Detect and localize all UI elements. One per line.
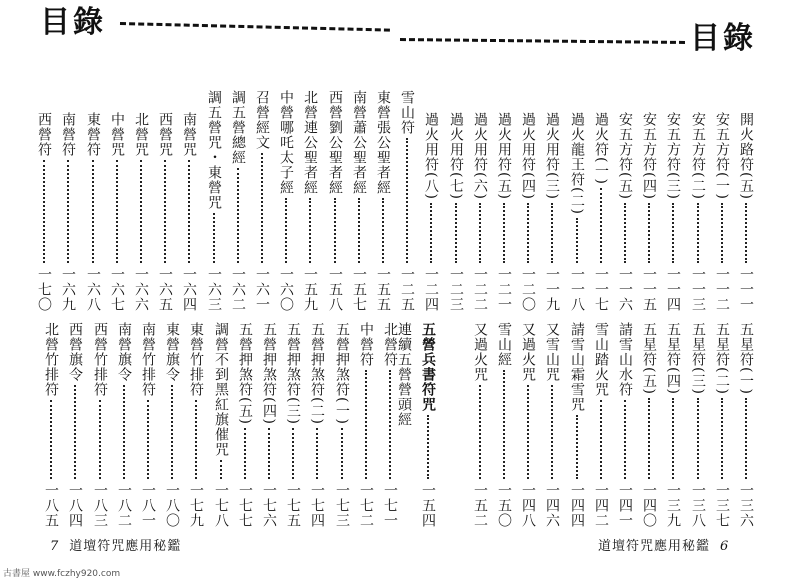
- toc-dot-leader: [92, 160, 94, 263]
- toc-entry-title: 過火用符(四): [520, 112, 536, 200]
- toc-page-number: 一二二: [472, 267, 488, 312]
- toc-page-number: 一六七: [109, 267, 125, 312]
- toc-entry-title: 過火用符(五): [496, 112, 512, 200]
- toc-entry-title: 五營押煞符(一): [334, 322, 350, 425]
- toc-page-number: 一六〇: [278, 267, 294, 312]
- toc-dot-leader: [672, 398, 674, 479]
- toc-dot-leader: [147, 400, 149, 479]
- toc-entry: [494, 112, 514, 312]
- toc-page-number: 一五九: [302, 267, 318, 312]
- footer-page-number-left: 7: [50, 539, 60, 554]
- toc-dot-leader: [551, 385, 553, 479]
- toc-entry: [494, 322, 514, 528]
- footer-book-title-left: 道壇符咒應用秘鑑: [69, 539, 182, 554]
- toc-dot-leader: [600, 400, 602, 479]
- toc-dot-leader: [697, 398, 699, 479]
- toc-entry-title: 五星符(四): [665, 322, 681, 395]
- toc-entry-title: 五營押煞符(二): [309, 322, 325, 425]
- toc-dot-leader: [503, 203, 505, 263]
- toc-entry: [138, 322, 158, 528]
- toc-entry: [663, 112, 683, 312]
- toc-entry-title: 北營符: [382, 322, 398, 367]
- toc-dot-leader: [316, 428, 318, 479]
- toc-entry-title: 五星符(一): [738, 322, 754, 395]
- toc-page-number: 一三八: [690, 483, 706, 528]
- header-title-right: 目錄: [690, 21, 756, 56]
- toc-dot-leader: [74, 385, 76, 479]
- toc-page-number: 一七六: [261, 483, 277, 528]
- toc-page-number: 一五二: [472, 483, 488, 528]
- toc-page-number: 一七三: [334, 483, 350, 528]
- toc-dot-leader: [268, 428, 270, 479]
- toc-dot-leader: [721, 203, 723, 263]
- toc-page-number: 一七〇: [36, 267, 52, 312]
- toc-entry-title: 西營咒: [157, 112, 173, 157]
- toc-entry: [34, 112, 54, 312]
- toc-entry-title: 西營竹排符: [92, 322, 108, 397]
- toc-entry-title: 雪山踏火咒: [593, 322, 609, 397]
- header-dashed-rule-left: [120, 22, 390, 32]
- toc-entry: [325, 90, 345, 312]
- toc-entry-title: 西營旗令: [67, 322, 83, 382]
- toc-entry-title: 安五方符(四): [641, 112, 657, 200]
- toc-page-number: 一八〇: [164, 483, 180, 528]
- toc-page-number: 一六九: [60, 267, 76, 312]
- toc-page-number: 一一四: [665, 267, 681, 312]
- toc-entry-title: 東營旗令: [164, 322, 180, 382]
- toc-dot-leader: [479, 385, 481, 479]
- toc-dot-leader: [551, 203, 553, 263]
- toc-entry-title: 西營劉公聖者經: [327, 90, 343, 195]
- watermark: 古書屋 www.fczhy920.com: [3, 569, 121, 579]
- toc-page-number: 一八三: [92, 483, 108, 528]
- toc-page-number: 一一六: [617, 267, 633, 312]
- toc-page-number: 一一八: [569, 267, 585, 312]
- toc-entry-title: 中營符: [358, 322, 374, 367]
- toc-entry: [259, 322, 279, 528]
- toc-entry-title: 過火用符(六): [472, 112, 488, 200]
- toc-entry-title: 調營不到黑紅旗催咒: [213, 322, 229, 457]
- toc-page-number: 一五七: [351, 267, 367, 312]
- toc-dot-leader: [600, 188, 602, 263]
- toc-dot-leader: [745, 398, 747, 479]
- toc-entry: [518, 322, 538, 528]
- footer-left: [40, 535, 181, 554]
- toc-dot-leader: [285, 198, 287, 263]
- toc-page-number: 一二一: [496, 267, 512, 312]
- toc-entry-title: 過火符(一): [593, 112, 609, 185]
- toc-page-number: 一七二: [358, 483, 374, 528]
- toc-dot-leader: [503, 370, 505, 479]
- toc-entry: [211, 322, 231, 528]
- toc-page-number: 一八四: [67, 483, 83, 528]
- toc-dot-leader: [292, 428, 294, 479]
- toc-page-number: 一二〇: [520, 267, 536, 312]
- toc-dot-leader: [697, 203, 699, 263]
- toc-entry-title: 請雪山霜雪咒: [569, 322, 585, 412]
- toc-page-number: 一五〇: [496, 483, 512, 528]
- toc-dot-leader: [624, 203, 626, 263]
- toc-entry-title: 召營經文: [254, 90, 270, 150]
- toc-entry-title: 連續五營營頭經: [396, 322, 412, 427]
- toc-entry: [356, 322, 376, 528]
- toc-entry: [736, 112, 756, 312]
- toc-entry-title: 過火龍王符(二): [569, 112, 585, 215]
- toc-entry: [283, 322, 303, 528]
- toc-page-number: 一一五: [641, 267, 657, 312]
- toc-entry: [58, 112, 78, 312]
- toc-entry: [107, 112, 127, 312]
- toc-page-number: 一二三: [448, 267, 464, 312]
- toc-entry: [228, 90, 248, 312]
- toc-dot-leader: [213, 213, 215, 263]
- toc-dot-leader: [140, 160, 142, 263]
- toc-entry: [470, 322, 490, 528]
- toc-entry: [542, 112, 562, 312]
- toc-page-number: 一三九: [665, 483, 681, 528]
- toc-page-number: 一五八: [327, 267, 343, 312]
- header-dashed-rule-right: [400, 38, 685, 44]
- toc-dot-leader: [455, 203, 457, 263]
- toc-page-number: 一一一: [738, 267, 754, 312]
- toc-page-number: 一七七: [237, 483, 253, 528]
- toc-entry: [615, 322, 635, 528]
- toc-page-number: 一八五: [43, 483, 59, 528]
- toc-entry: [349, 90, 369, 312]
- toc-dot-leader: [358, 198, 360, 263]
- toc-dot-leader: [195, 400, 197, 479]
- toc-dot-leader: [99, 400, 101, 479]
- toc-entry-title: 五星符(二): [714, 322, 730, 395]
- toc-dot-leader: [527, 385, 529, 479]
- toc-dot-leader: [123, 385, 125, 479]
- toc-entry: [688, 112, 708, 312]
- toc-entry-title: 雪山經: [496, 322, 512, 367]
- toc-entry-title: 五星符(三): [690, 322, 706, 395]
- footer-right: [598, 535, 739, 554]
- toc-entry: [155, 112, 175, 312]
- toc-dot-leader: [624, 400, 626, 479]
- toc-page-number: 一一二: [714, 267, 730, 312]
- toc-entry-title: 中營哪吒太子經: [278, 90, 294, 195]
- toc-entry: [83, 112, 103, 312]
- toc-dot-leader: [309, 198, 311, 263]
- toc-entry: [712, 112, 732, 312]
- toc-page-number: 一七五: [285, 483, 301, 528]
- toc-dot-leader: [672, 203, 674, 263]
- toc-page-number: 一四八: [520, 483, 536, 528]
- toc-page-number: 一七八: [213, 483, 229, 528]
- toc-page-number: 一三六: [738, 483, 754, 528]
- toc-entry: [252, 90, 272, 312]
- toc-entry-title: 雪山符: [399, 90, 415, 135]
- toc-entry: [421, 112, 441, 312]
- toc-entry: [179, 112, 199, 312]
- toc-dot-leader: [116, 160, 118, 263]
- toc-entry: [204, 90, 224, 312]
- toc-entry: [591, 112, 611, 312]
- toc-entry-title: 南營旗令: [116, 322, 132, 382]
- toc-dot-leader: [164, 160, 166, 263]
- toc-dot-leader: [334, 198, 336, 263]
- toc-entry-title: 五星符(五): [641, 322, 657, 395]
- toc-entry-title: 又過火咒: [472, 322, 488, 382]
- toc-entry-title: 東營竹排符: [188, 322, 204, 397]
- toc-page-number: 一四六: [544, 483, 560, 528]
- toc-dot-leader: [427, 415, 429, 479]
- toc-page-number: 一四一: [617, 483, 633, 528]
- toc-entry-title: 南營符: [60, 112, 76, 157]
- toc-page-number: 一五五: [375, 267, 391, 312]
- toc-page-number: 一四二: [593, 483, 609, 528]
- toc-page-number: 一四四: [569, 483, 585, 528]
- toc-dot-leader: [389, 370, 391, 479]
- toc-entry: [688, 322, 708, 528]
- toc-entry-title: 安五方符(二): [690, 112, 706, 200]
- toc-dot-leader: [576, 218, 578, 263]
- toc-entry: [712, 322, 732, 528]
- toc-entry: [186, 322, 206, 528]
- toc-entry: [276, 90, 296, 312]
- header-title-left: 目錄: [40, 5, 106, 40]
- toc-dot-leader: [43, 160, 45, 263]
- toc-page-number: 一二五: [399, 267, 415, 312]
- toc-dot-leader: [261, 153, 263, 263]
- toc-entry-title: 北營咒: [133, 112, 149, 157]
- toc-page-number: 一四〇: [641, 483, 657, 528]
- toc-entry-title: 安五方符(五): [617, 112, 633, 200]
- toc-entry: [41, 322, 61, 528]
- toc-entry-title: 五營押煞符(五): [237, 322, 253, 425]
- toc-entry-title: 五營押煞符(三): [285, 322, 301, 425]
- toc-entry-title: 開火路符(五): [738, 112, 754, 200]
- toc-page-number: 一二四: [423, 267, 439, 312]
- toc-dot-leader: [237, 168, 239, 263]
- toc-dot-leader: [721, 398, 723, 479]
- toc-dot-leader: [527, 203, 529, 263]
- toc-entry-title: 南營蕭公聖者經: [351, 90, 367, 195]
- toc-entry: [470, 112, 490, 312]
- toc-page-number: 一六六: [133, 267, 149, 312]
- toc-dot-leader: [365, 370, 367, 479]
- toc-page-number: 一七四: [309, 483, 325, 528]
- toc-entry: [332, 322, 352, 528]
- toc-entry-title: 中營咒: [109, 112, 125, 157]
- toc-entry: [736, 322, 756, 528]
- toc-entry-title: 南營竹排符: [140, 322, 156, 397]
- toc-entry: [300, 90, 320, 312]
- toc-page-number: 一三七: [714, 483, 730, 528]
- toc-page-number: 一一七: [593, 267, 609, 312]
- toc-entry: [114, 322, 134, 528]
- toc-entry: [518, 112, 538, 312]
- toc-entry: [235, 322, 255, 528]
- toc-entry-title: 又雪山咒: [544, 322, 560, 382]
- toc-entry-title: 南營咒: [181, 112, 197, 157]
- toc-entry: [591, 322, 611, 528]
- toc-entry-title: 五營押煞符(四): [261, 322, 277, 425]
- toc-entry-title: 安五方符(一): [714, 112, 730, 200]
- toc-entry-title: 調五營總經: [230, 90, 246, 165]
- toc-entry: [418, 322, 438, 528]
- toc-dot-leader: [648, 203, 650, 263]
- toc-dot-leader: [576, 415, 578, 479]
- toc-dot-leader: [406, 138, 408, 263]
- toc-entry-title: 安五方符(三): [665, 112, 681, 200]
- toc-entry: [567, 112, 587, 312]
- toc-entry-title: 又過火咒: [520, 322, 536, 382]
- toc-page-number: 一五四: [420, 483, 436, 528]
- toc-entry: [615, 112, 635, 312]
- toc-page-number: 一七九: [188, 483, 204, 528]
- toc-entry-title: 過火用符(八): [423, 112, 439, 200]
- toc-entry-title: 東營張公聖者經: [375, 90, 391, 195]
- toc-entry: [639, 112, 659, 312]
- toc-dot-leader: [479, 203, 481, 263]
- toc-entry: [131, 112, 151, 312]
- footer-book-title-right: 道壇符咒應用秘鑑: [598, 539, 711, 554]
- toc-entry-title: 過火用符(三): [544, 112, 560, 200]
- toc-entry-title: 調五營咒・東營咒: [206, 90, 222, 210]
- toc-page-number: 一六四: [181, 267, 197, 312]
- toc-dot-leader: [745, 203, 747, 263]
- toc-entry: [639, 322, 659, 528]
- toc-dot-leader: [50, 400, 52, 479]
- toc-entry: [380, 322, 400, 528]
- toc-section-title: 五營兵書符咒: [420, 322, 436, 412]
- toc-page-number: 一六三: [206, 267, 222, 312]
- toc-page-number: 一六五: [157, 267, 173, 312]
- toc-dot-leader: [171, 385, 173, 479]
- toc-entry: [446, 112, 466, 312]
- toc-page-number: 一八一: [140, 483, 156, 528]
- toc-page-number: 一七一: [382, 483, 398, 528]
- toc-entry: [307, 322, 327, 528]
- toc-page-number: 一一九: [544, 267, 560, 312]
- toc-page-number: 一六二: [230, 267, 246, 312]
- toc-entry-title: 請雪山水符: [617, 322, 633, 397]
- toc-dot-leader: [67, 160, 69, 263]
- footer-page-number-right: 6: [720, 539, 730, 554]
- toc-entry: [567, 322, 587, 528]
- toc-entry-title: 東營符: [85, 112, 101, 157]
- toc-entry: [663, 322, 683, 528]
- toc-entry: [162, 322, 182, 528]
- toc-page-number: 一六八: [85, 267, 101, 312]
- toc-entry-title: 北營連公聖者經: [302, 90, 318, 195]
- toc-entry-title: 過火用符(七): [448, 112, 464, 200]
- toc-entry-title: 西營符: [36, 112, 52, 157]
- toc-page-number: 一六一: [254, 267, 270, 312]
- toc-entry: [373, 90, 393, 312]
- toc-page-number: 一八二: [116, 483, 132, 528]
- toc-entry: [90, 322, 110, 528]
- toc-entry-title: 北營竹排符: [43, 322, 59, 397]
- toc-entry: [397, 90, 417, 312]
- toc-entry: [65, 322, 85, 528]
- toc-dot-leader: [188, 160, 190, 263]
- toc-dot-leader: [341, 428, 343, 479]
- toc-page-number: 一一三: [690, 267, 706, 312]
- toc-dot-leader: [648, 398, 650, 479]
- toc-dot-leader: [220, 460, 222, 479]
- toc-dot-leader: [382, 198, 384, 263]
- toc-entry: [542, 322, 562, 528]
- toc-dot-leader: [244, 428, 246, 479]
- toc-dot-leader: [430, 203, 432, 263]
